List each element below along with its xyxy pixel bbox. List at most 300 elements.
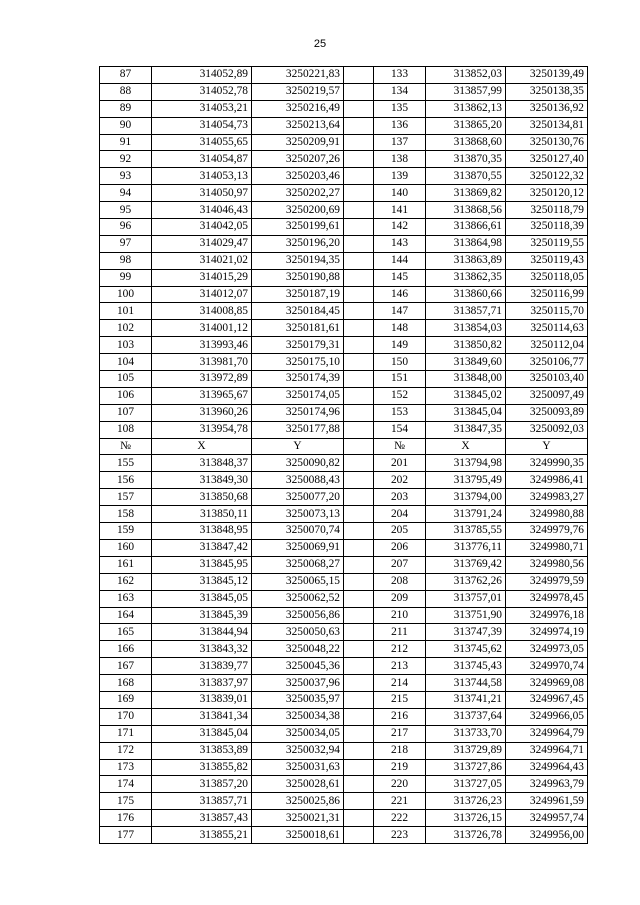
table-row (100, 590, 588, 607)
right-y-coordinate: 3250119,55 (506, 235, 588, 252)
left-y-coordinate: 3250088,43 (252, 472, 344, 489)
table-row (100, 742, 588, 759)
column-spacer (344, 202, 374, 219)
table-row (100, 320, 588, 337)
right-x-coordinate: 313862,13 (426, 100, 506, 117)
left-y-coordinate: 3250034,05 (252, 725, 344, 742)
left-x-coordinate: 313837,97 (152, 675, 252, 692)
right-y-coordinate: 3249964,71 (506, 742, 588, 759)
left-point-number: 168 (100, 675, 152, 692)
left-point-number: 88 (100, 83, 152, 100)
right-point-number: 145 (374, 269, 426, 286)
column-spacer (344, 438, 374, 455)
table-row (100, 202, 588, 219)
left-x-coordinate: 313844,94 (152, 624, 252, 641)
left-x-coordinate: 313972,89 (152, 371, 252, 388)
left-point-number: 101 (100, 303, 152, 320)
left-y-coordinate: 3250174,39 (252, 371, 344, 388)
table-row (100, 404, 588, 421)
left-point-number: 100 (100, 286, 152, 303)
right-y-coordinate: 3249974,19 (506, 624, 588, 641)
left-y-coordinate: 3250028,61 (252, 776, 344, 793)
right-y-coordinate: 3249961,59 (506, 793, 588, 810)
column-spacer (344, 590, 374, 607)
left-point-number: 96 (100, 219, 152, 236)
column-spacer (344, 776, 374, 793)
table-row (100, 607, 588, 624)
right-point-number: 221 (374, 793, 426, 810)
right-y-coordinate: 3249983,27 (506, 489, 588, 506)
left-point-number: 174 (100, 776, 152, 793)
right-point-number: 210 (374, 607, 426, 624)
right-y-coordinate: 3250139,49 (506, 67, 588, 84)
left-point-number: 105 (100, 371, 152, 388)
table-row (100, 539, 588, 556)
column-spacer (344, 827, 374, 844)
left-x-coordinate: 314046,43 (152, 202, 252, 219)
right-point-number: 151 (374, 371, 426, 388)
table-row (100, 185, 588, 202)
left-y-coordinate: 3250032,94 (252, 742, 344, 759)
right-point-number: 139 (374, 168, 426, 185)
right-point-number: 205 (374, 523, 426, 540)
left-y-coordinate: 3250213,64 (252, 117, 344, 134)
column-spacer (344, 539, 374, 556)
column-spacer (344, 793, 374, 810)
right-point-number: 135 (374, 100, 426, 117)
right-point-number: 137 (374, 134, 426, 151)
right-x-coordinate: 313733,70 (426, 725, 506, 742)
right-x-coordinate: 313791,24 (426, 506, 506, 523)
right-point-number: 223 (374, 827, 426, 844)
left-x-coordinate: 313845,95 (152, 556, 252, 573)
table-row (100, 489, 588, 506)
right-y-coordinate: 3250114,63 (506, 320, 588, 337)
right-x-coordinate: 313863,89 (426, 252, 506, 269)
table-row (100, 67, 588, 84)
right-x-coordinate: 313751,90 (426, 607, 506, 624)
table-row (100, 506, 588, 523)
right-x-coordinate: 313852,03 (426, 67, 506, 84)
left-y-coordinate: 3250177,88 (252, 421, 344, 438)
table-row (100, 252, 588, 269)
left-x-coordinate: 313849,30 (152, 472, 252, 489)
left-point-number: 103 (100, 337, 152, 354)
right-x-coordinate: 313726,15 (426, 810, 506, 827)
left-y-coordinate: 3250196,20 (252, 235, 344, 252)
left-point-number: 171 (100, 725, 152, 742)
left-y-coordinate: 3250034,38 (252, 708, 344, 725)
left-x-coordinate: 314054,73 (152, 117, 252, 134)
right-y-coordinate: 3250130,76 (506, 134, 588, 151)
left-y-coordinate: 3250190,88 (252, 269, 344, 286)
left-x-coordinate: 313839,01 (152, 691, 252, 708)
right-x-coordinate: 313794,98 (426, 455, 506, 472)
right-y-coordinate: 3249990,35 (506, 455, 588, 472)
table-header-row (100, 438, 588, 455)
right-point-number: 215 (374, 691, 426, 708)
right-y-coordinate: 3249964,79 (506, 725, 588, 742)
left-x-coordinate: 313845,12 (152, 573, 252, 590)
left-point-number: 173 (100, 759, 152, 776)
table-row (100, 354, 588, 371)
left-point-number: 104 (100, 354, 152, 371)
right-point-number: 148 (374, 320, 426, 337)
left-y-coordinate: 3250090,82 (252, 455, 344, 472)
column-spacer (344, 523, 374, 540)
column-spacer (344, 303, 374, 320)
left-x-coordinate: 313845,05 (152, 590, 252, 607)
right-y-coordinate: 3250118,39 (506, 219, 588, 236)
right-x-coordinate: 313857,71 (426, 303, 506, 320)
left-x-coordinate: 314050,97 (152, 185, 252, 202)
column-spacer (344, 607, 374, 624)
left-point-number: 156 (100, 472, 152, 489)
column-spacer (344, 455, 374, 472)
left-y-coordinate: 3250179,31 (252, 337, 344, 354)
header-cell-x: X (152, 438, 252, 455)
left-y-coordinate: 3250070,74 (252, 523, 344, 540)
right-y-coordinate: 3250106,77 (506, 354, 588, 371)
left-point-number: 89 (100, 100, 152, 117)
right-x-coordinate: 313864,98 (426, 235, 506, 252)
left-x-coordinate: 313857,71 (152, 793, 252, 810)
right-y-coordinate: 3249963,79 (506, 776, 588, 793)
left-y-coordinate: 3250181,61 (252, 320, 344, 337)
right-x-coordinate: 313795,49 (426, 472, 506, 489)
left-point-number: 157 (100, 489, 152, 506)
column-spacer (344, 725, 374, 742)
right-y-coordinate: 3249980,56 (506, 556, 588, 573)
right-x-coordinate: 313870,55 (426, 168, 506, 185)
table-row (100, 556, 588, 573)
column-spacer (344, 472, 374, 489)
left-point-number: 162 (100, 573, 152, 590)
column-spacer (344, 556, 374, 573)
header-cell-y: Y (252, 438, 344, 455)
left-x-coordinate: 314055,65 (152, 134, 252, 151)
right-x-coordinate: 313741,21 (426, 691, 506, 708)
right-x-coordinate: 313868,56 (426, 202, 506, 219)
column-spacer (344, 151, 374, 168)
right-x-coordinate: 313747,39 (426, 624, 506, 641)
table-row (100, 235, 588, 252)
right-x-coordinate: 313737,64 (426, 708, 506, 725)
left-y-coordinate: 3250207,26 (252, 151, 344, 168)
left-point-number: 106 (100, 387, 152, 404)
right-point-number: 153 (374, 404, 426, 421)
left-point-number: 102 (100, 320, 152, 337)
right-x-coordinate: 313850,82 (426, 337, 506, 354)
left-point-number: 155 (100, 455, 152, 472)
table-row (100, 641, 588, 658)
right-y-coordinate: 3250136,92 (506, 100, 588, 117)
left-y-coordinate: 3250203,46 (252, 168, 344, 185)
left-x-coordinate: 313993,46 (152, 337, 252, 354)
right-point-number: 217 (374, 725, 426, 742)
right-point-number: 146 (374, 286, 426, 303)
left-x-coordinate: 314052,89 (152, 67, 252, 84)
left-y-coordinate: 3250031,63 (252, 759, 344, 776)
right-y-coordinate: 3249956,00 (506, 827, 588, 844)
left-y-coordinate: 3250174,96 (252, 404, 344, 421)
right-point-number: 144 (374, 252, 426, 269)
left-y-coordinate: 3250199,61 (252, 219, 344, 236)
column-spacer (344, 320, 374, 337)
right-y-coordinate: 3250093,89 (506, 404, 588, 421)
right-y-coordinate: 3249966,05 (506, 708, 588, 725)
right-point-number: 204 (374, 506, 426, 523)
right-point-number: 214 (374, 675, 426, 692)
left-x-coordinate: 313848,95 (152, 523, 252, 540)
right-y-coordinate: 3249979,59 (506, 573, 588, 590)
table-row (100, 286, 588, 303)
left-y-coordinate: 3250025,86 (252, 793, 344, 810)
left-x-coordinate: 314021,02 (152, 252, 252, 269)
right-x-coordinate: 313762,26 (426, 573, 506, 590)
table-row (100, 793, 588, 810)
left-point-number: 170 (100, 708, 152, 725)
left-point-number: 90 (100, 117, 152, 134)
left-x-coordinate: 313965,67 (152, 387, 252, 404)
left-x-coordinate: 313839,77 (152, 658, 252, 675)
table-row (100, 472, 588, 489)
right-x-coordinate: 313870,35 (426, 151, 506, 168)
left-y-coordinate: 3250219,57 (252, 83, 344, 100)
left-x-coordinate: 313855,82 (152, 759, 252, 776)
right-point-number: 216 (374, 708, 426, 725)
left-point-number: 166 (100, 641, 152, 658)
left-point-number: 169 (100, 691, 152, 708)
table-row (100, 691, 588, 708)
table-row (100, 83, 588, 100)
left-y-coordinate: 3250073,13 (252, 506, 344, 523)
left-x-coordinate: 313960,26 (152, 404, 252, 421)
right-point-number: 154 (374, 421, 426, 438)
table-row (100, 827, 588, 844)
right-point-number: 206 (374, 539, 426, 556)
left-y-coordinate: 3250018,61 (252, 827, 344, 844)
left-y-coordinate: 3250065,15 (252, 573, 344, 590)
right-point-number: 219 (374, 759, 426, 776)
right-y-coordinate: 3249980,71 (506, 539, 588, 556)
right-x-coordinate: 313847,35 (426, 421, 506, 438)
table-row (100, 303, 588, 320)
right-point-number: 203 (374, 489, 426, 506)
right-x-coordinate: 313744,58 (426, 675, 506, 692)
column-spacer (344, 404, 374, 421)
table-row (100, 269, 588, 286)
left-x-coordinate: 313857,43 (152, 810, 252, 827)
table-row (100, 151, 588, 168)
right-x-coordinate: 313868,60 (426, 134, 506, 151)
right-x-coordinate: 313854,03 (426, 320, 506, 337)
left-point-number: 98 (100, 252, 152, 269)
right-point-number: 208 (374, 573, 426, 590)
right-y-coordinate: 3250115,70 (506, 303, 588, 320)
right-y-coordinate: 3250092,03 (506, 421, 588, 438)
coordinates-table (99, 66, 588, 844)
column-spacer (344, 219, 374, 236)
column-spacer (344, 337, 374, 354)
left-x-coordinate: 313845,39 (152, 607, 252, 624)
right-y-coordinate: 3249973,05 (506, 641, 588, 658)
left-x-coordinate: 314012,07 (152, 286, 252, 303)
right-point-number: 134 (374, 83, 426, 100)
left-y-coordinate: 3250221,83 (252, 67, 344, 84)
table-row (100, 759, 588, 776)
table-row (100, 387, 588, 404)
left-y-coordinate: 3250068,27 (252, 556, 344, 573)
table-row (100, 708, 588, 725)
right-y-coordinate: 3249978,45 (506, 590, 588, 607)
column-spacer (344, 675, 374, 692)
right-y-coordinate: 3250127,40 (506, 151, 588, 168)
right-y-coordinate: 3250134,81 (506, 117, 588, 134)
right-y-coordinate: 3250097,49 (506, 387, 588, 404)
column-spacer (344, 185, 374, 202)
left-x-coordinate: 314029,47 (152, 235, 252, 252)
right-x-coordinate: 313860,66 (426, 286, 506, 303)
table-row (100, 337, 588, 354)
column-spacer (344, 489, 374, 506)
left-y-coordinate: 3250187,19 (252, 286, 344, 303)
left-point-number: 95 (100, 202, 152, 219)
left-y-coordinate: 3250194,35 (252, 252, 344, 269)
right-x-coordinate: 313848,00 (426, 371, 506, 388)
right-x-coordinate: 313776,11 (426, 539, 506, 556)
left-x-coordinate: 313850,11 (152, 506, 252, 523)
left-y-coordinate: 3250048,22 (252, 641, 344, 658)
left-x-coordinate: 313843,32 (152, 641, 252, 658)
right-y-coordinate: 3250103,40 (506, 371, 588, 388)
right-point-number: 213 (374, 658, 426, 675)
left-x-coordinate: 313855,21 (152, 827, 252, 844)
right-point-number: 207 (374, 556, 426, 573)
table-row (100, 725, 588, 742)
left-y-coordinate: 3250021,31 (252, 810, 344, 827)
column-spacer (344, 168, 374, 185)
right-x-coordinate: 313862,35 (426, 269, 506, 286)
column-spacer (344, 100, 374, 117)
table-row (100, 117, 588, 134)
right-y-coordinate: 3250122,32 (506, 168, 588, 185)
left-x-coordinate: 314001,12 (152, 320, 252, 337)
right-y-coordinate: 3250138,35 (506, 83, 588, 100)
left-point-number: 87 (100, 67, 152, 84)
right-point-number: 218 (374, 742, 426, 759)
table-row (100, 455, 588, 472)
table-row (100, 658, 588, 675)
table-row (100, 523, 588, 540)
table-row (100, 675, 588, 692)
left-point-number: 175 (100, 793, 152, 810)
right-y-coordinate: 3249969,08 (506, 675, 588, 692)
coordinates-table-body (100, 67, 588, 844)
column-spacer (344, 354, 374, 371)
left-x-coordinate: 313954,78 (152, 421, 252, 438)
table-row (100, 371, 588, 388)
table-row (100, 776, 588, 793)
left-point-number: 108 (100, 421, 152, 438)
left-point-number: 158 (100, 506, 152, 523)
left-point-number: 165 (100, 624, 152, 641)
column-spacer (344, 506, 374, 523)
header-cell-num: № (100, 438, 152, 455)
left-point-number: 159 (100, 523, 152, 540)
right-point-number: 136 (374, 117, 426, 134)
right-y-coordinate: 3250119,43 (506, 252, 588, 269)
left-point-number: 176 (100, 810, 152, 827)
left-point-number: 177 (100, 827, 152, 844)
right-point-number: 150 (374, 354, 426, 371)
column-spacer (344, 117, 374, 134)
column-spacer (344, 624, 374, 641)
right-point-number: 149 (374, 337, 426, 354)
right-x-coordinate: 313769,42 (426, 556, 506, 573)
right-x-coordinate: 313845,04 (426, 404, 506, 421)
right-x-coordinate: 313726,78 (426, 827, 506, 844)
right-point-number: 140 (374, 185, 426, 202)
right-x-coordinate: 313726,23 (426, 793, 506, 810)
left-y-coordinate: 3250202,27 (252, 185, 344, 202)
right-y-coordinate: 3249967,45 (506, 691, 588, 708)
right-x-coordinate: 313745,43 (426, 658, 506, 675)
left-point-number: 164 (100, 607, 152, 624)
left-point-number: 167 (100, 658, 152, 675)
left-point-number: 93 (100, 168, 152, 185)
right-x-coordinate: 313757,01 (426, 590, 506, 607)
left-y-coordinate: 3250056,86 (252, 607, 344, 624)
right-y-coordinate: 3250118,05 (506, 269, 588, 286)
left-x-coordinate: 314053,13 (152, 168, 252, 185)
right-x-coordinate: 313857,99 (426, 83, 506, 100)
column-spacer (344, 742, 374, 759)
column-spacer (344, 708, 374, 725)
right-point-number: 152 (374, 387, 426, 404)
column-spacer (344, 83, 374, 100)
right-x-coordinate: 313727,86 (426, 759, 506, 776)
table-row (100, 168, 588, 185)
column-spacer (344, 810, 374, 827)
left-y-coordinate: 3250216,49 (252, 100, 344, 117)
left-y-coordinate: 3250175,10 (252, 354, 344, 371)
left-point-number: 94 (100, 185, 152, 202)
right-y-coordinate: 3250120,12 (506, 185, 588, 202)
left-y-coordinate: 3250035,97 (252, 691, 344, 708)
column-spacer (344, 134, 374, 151)
left-y-coordinate: 3250037,96 (252, 675, 344, 692)
right-point-number: 212 (374, 641, 426, 658)
right-x-coordinate: 313745,62 (426, 641, 506, 658)
column-spacer (344, 269, 374, 286)
right-point-number: 202 (374, 472, 426, 489)
table-row (100, 134, 588, 151)
table-row (100, 573, 588, 590)
left-point-number: 160 (100, 539, 152, 556)
column-spacer (344, 691, 374, 708)
left-point-number: 92 (100, 151, 152, 168)
right-y-coordinate: 3249964,43 (506, 759, 588, 776)
right-point-number: 142 (374, 219, 426, 236)
right-point-number: 133 (374, 67, 426, 84)
left-point-number: 161 (100, 556, 152, 573)
column-spacer (344, 286, 374, 303)
left-y-coordinate: 3250069,91 (252, 539, 344, 556)
column-spacer (344, 421, 374, 438)
right-x-coordinate: 313785,55 (426, 523, 506, 540)
right-point-number: 220 (374, 776, 426, 793)
